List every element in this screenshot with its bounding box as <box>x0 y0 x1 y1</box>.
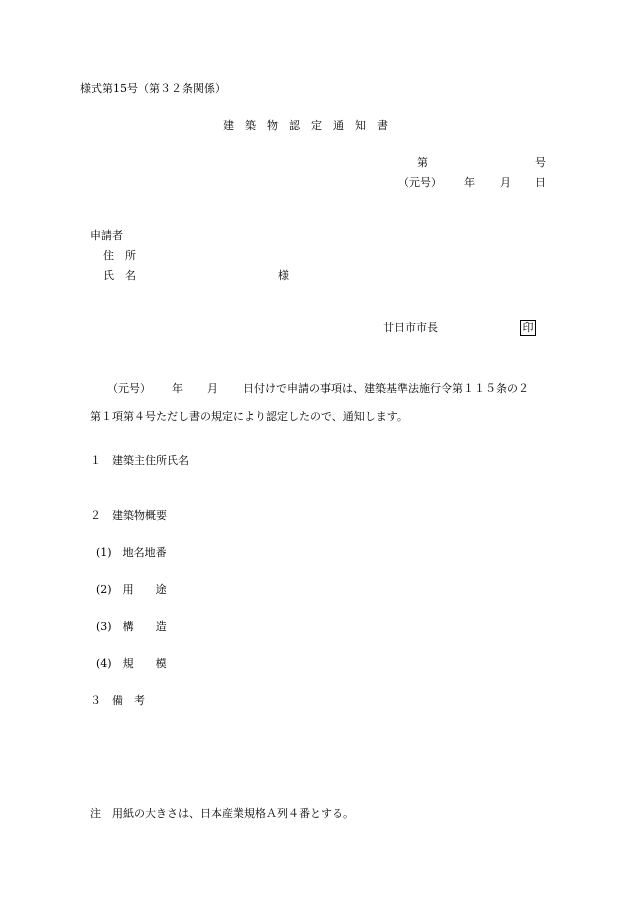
item-2-sub-2: (2) 用 途 <box>96 583 167 596</box>
item-3: ３ 備 考 <box>90 694 145 707</box>
issuer-title: 廿日市市長 <box>383 321 438 334</box>
body-year: 年 <box>172 382 183 395</box>
footnote: 注 用紙の大きさは、日本産業規格Ａ列４番とする。 <box>90 807 354 820</box>
document-title: 建 築 物 認 定 通 知 書 <box>223 119 388 132</box>
date-era: （元号） <box>398 176 442 189</box>
name-label: 氏 名 <box>103 269 136 282</box>
seal-mark: 印 <box>520 320 536 336</box>
body-line1-rest: 日付けで申請の事項は、建築基準法施行令第１１５条の２ <box>243 382 529 395</box>
honorific: 様 <box>278 269 289 282</box>
date-day: 日 <box>535 176 546 189</box>
body-line2: 第１項第４号ただし書の規定により認定したので、通知します。 <box>90 410 408 423</box>
date-year: 年 <box>464 176 475 189</box>
item-1: １ 建築主住所氏名 <box>90 454 189 467</box>
body-era: （元号） <box>107 382 151 395</box>
form-number: 様式第15号（第３２条関係） <box>80 82 226 95</box>
document-number-suffix: 号 <box>535 156 546 169</box>
item-2-sub-3: (3) 構 造 <box>96 620 167 633</box>
date-month: 月 <box>500 176 511 189</box>
address-label: 住 所 <box>103 249 136 262</box>
item-2: ２ 建築物概要 <box>90 509 167 522</box>
body-month: 月 <box>207 382 218 395</box>
item-2-sub-1: (1) 地名地番 <box>96 546 167 559</box>
document-number-prefix: 第 <box>417 156 428 169</box>
applicant-heading: 申請者 <box>90 229 123 242</box>
item-2-sub-4: (4) 規 模 <box>96 657 167 670</box>
